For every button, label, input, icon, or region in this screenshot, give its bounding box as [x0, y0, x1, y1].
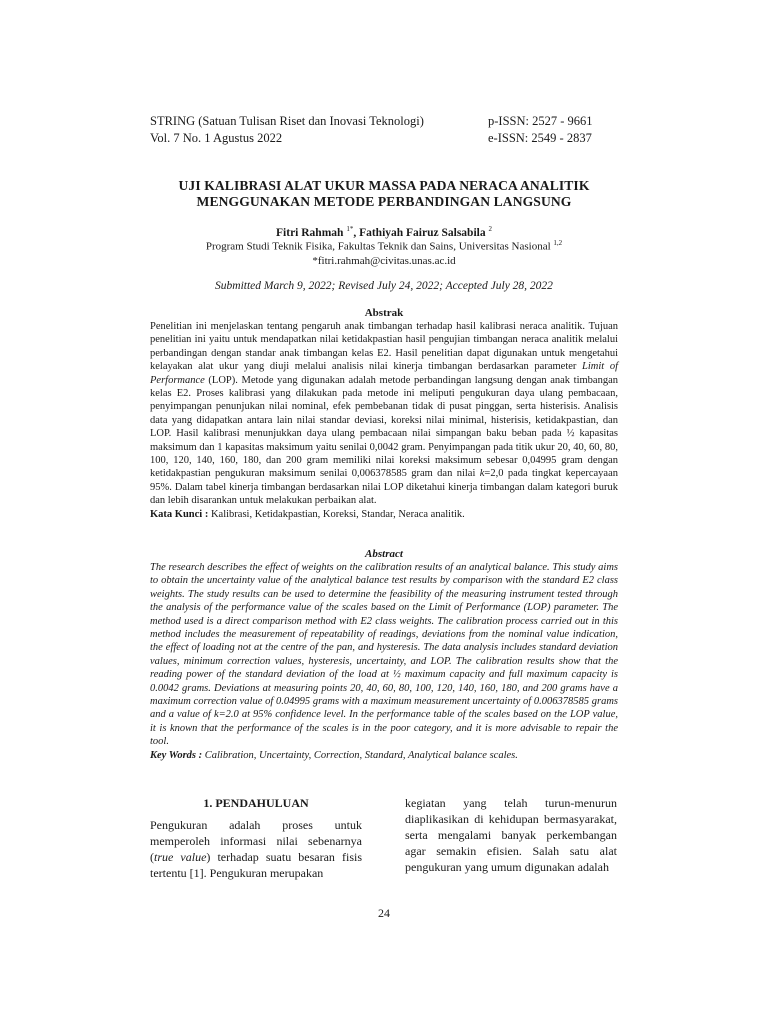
author-1-sup: 1* — [346, 225, 354, 233]
intro-italic: true value — [154, 850, 207, 864]
abstrak-text-3: =2,0 pada tingkat kepercayaan 95%. Dalam tabel kinerja timbangan berdasarkan nilai LOP diketahui kinerja timbangan dalam kategori buruk dan lebih disarankan untuk melakukan perbaikan alat. — [150, 468, 618, 507]
abstrak-italic-k: k — [479, 468, 485, 480]
author-separator: , — [353, 226, 360, 239]
abstrak-heading: Abstrak — [364, 307, 404, 319]
p-issn: p-ISSN: 2527 - 9661 — [488, 114, 593, 128]
affiliation-sup: 1,2 — [553, 239, 563, 247]
author-2-sup: 2 — [488, 225, 492, 233]
title-line-1: UJI KALIBRASI ALAT UKUR MASSA PADA NERACA ANALITIK — [178, 178, 590, 193]
column-right — [405, 795, 617, 875]
submission-dates: Submitted March 9, 2022; Revised July 24, 2022; Accepted July 28, 2022 — [215, 280, 553, 292]
page-number: 24 — [378, 906, 390, 920]
intro-text-a: Pengukuran adalah proses untuk memperoleh informasi nilai sebenarnya ( — [150, 818, 362, 864]
abstract-text: The research describes the effect of weights on the calibration results of an analytical balance. This study aims to obtain the uncertainty value of the analytical balance test results by comparison with the standard E2 class weights. The study results can be used to determine the feasibility of the measuring instrument tested through the analysis of the performance value of the scales based on the Limit of Performance (LOP) parameter. The method used is a direct comparison method with E2 class weights. The calibration process carried out in this method includes the measurement of repeatability of readings, deviations from the nominal value indication, the effect of loading not at the centre of the pan, and hysteresis. The data analysis includes standard deviation values, minimum correction values, hysteresis, uncertainty, and LOP. The calibration results show that the reading power of the standard deviation of the load at ½ maximum capacity and full maximum capacity is 0.0042 grams. Deviations at measuring points 20, 40, 60, 80, 100, 120, 140, 160, 180, and 200 grams have a maximum correction value of 0.04995 grams with a maximum measurement uncertainty of 0.006378585 grams and a value of k=2.0 at 95% confidence level. In the performance table of the scales based on the LOP value, it is known that the performance of the scales is in the poor category, and it is more advisable to repair the tool. — [150, 562, 618, 748]
intro-paragraph-right: kegiatan yang telah turun-menurun diaplikasikan di kehidupan bermasyarakat, serta mengalami banyak perkembangan agar semakin efisien. Salah satu alat pengukuran yang umum digunakan adalah — [405, 796, 617, 874]
key-words — [150, 749, 618, 762]
e-issn: e-ISSN: 2549 - 2837 — [488, 131, 592, 145]
affiliation-block — [150, 236, 618, 268]
abstrak-italic-term: Limit of Performance — [150, 361, 619, 386]
abstrak-text-2: (LOP). Metode yang digunakan adalah metode perbandingan langsung dengan anak timbangan kelas E2. Proses kalibrasi yang dilakukan pada metode ini meliputi pengukuran daya ulang pembacaan, penyimpangan penunjukan nilai nominal, efek pembebanan tidak di pusat pinggan, serta histerisis. Analisis data yang didapatkan antara lain nilai standar deviasi, koreksi nilai minimal, histerisis, ketidakpastian, dan LOP. Hasil kalibrasi menunjukkan daya ulang pembacaan nilai simpangan baku beban pada ½ kapasitas maksimum dan 1 kapasitas maksimum yaitu senilai 0,0042 gram. Penyimpangan pada titik ukur 20, 40, 60, 80, 100, 120, 140, 160, 180, dan 200 gram memiliki nilai koreksi maksimum sebesar 0,04995 gram dengan ketidakpastian pengukuran maksimum senilai 0,006378585 gram dan nilai — [150, 374, 618, 480]
journal-header — [150, 113, 424, 147]
column-left — [150, 795, 362, 881]
abstract-body — [150, 561, 618, 762]
author-2: Fathiyah Fairuz Salsabila — [359, 226, 486, 239]
intro-paragraph-left — [150, 817, 362, 881]
journal-name: STRING (Satuan Tulisan Riset dan Inovasi Teknologi) — [150, 114, 424, 128]
kata-kunci-label: Kata Kunci : — [150, 508, 209, 520]
abstrak-body — [150, 320, 618, 521]
affiliation: Program Studi Teknik Fisika, Fakultas Teknik dan Sains, Universitas Nasional — [205, 240, 551, 253]
journal-volume: Vol. 7 No. 1 Agustus 2022 — [150, 131, 283, 145]
title-line-2: MENGGUNAKAN METODE PERBANDINGAN LANGSUNG — [196, 194, 572, 209]
intro-text-b: ) terhadap suatu besaran fisis tertentu [1]. Pengukuran merupakan — [150, 850, 362, 880]
issn-block — [488, 113, 593, 147]
abstract-heading: Abstract — [365, 548, 403, 560]
kata-kunci-values: Kalibrasi, Ketidakpastian, Koreksi, Standar, Neraca analitik. — [208, 508, 465, 520]
key-words-label: Key Words : — [150, 749, 203, 761]
kata-kunci — [150, 508, 618, 521]
section-title: 1. PENDAHULUAN — [203, 796, 309, 810]
paper-title — [150, 178, 618, 210]
abstrak-text-1: Penelitian ini menjelaskan tentang pengaruh anak timbangan terhadap hasil kalibrasi neraca analitik. Tujuan penelitian ini yaitu untuk mendapatkan nilai ketidakpastian hasil pengujian timbangan neraca analitik melalui perbandingan dengan standar anak timbangan kelas E2. Hasil penelitian dapat digunakan untuk mengetahui kelayakan alat ukur yang diuji melalui analisis nilai kinerja timbangan berdasarkan parameter — [150, 321, 618, 373]
author-email: *fitri.rahmah@civitas.unas.ac.id — [312, 254, 456, 267]
key-words-values: Calibration, Uncertainty, Correction, Standard, Analytical balance scales. — [202, 749, 518, 761]
author-1: Fitri Rahmah — [276, 226, 344, 239]
